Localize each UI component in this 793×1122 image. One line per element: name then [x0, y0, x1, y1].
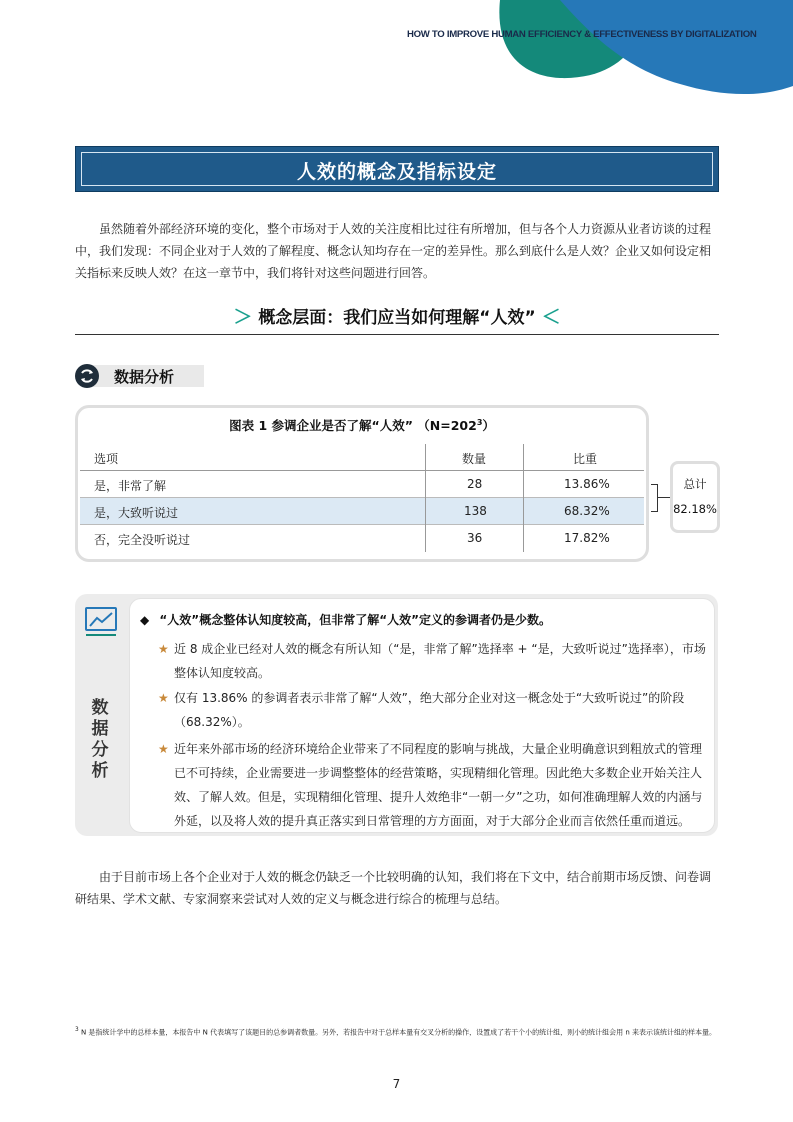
footnote: $^3$ N 是指统计学中的总样本量，本报告中 N 代表填写了该题目的总参调者数量。另外，若报告中对于总样本量有交叉分析的操作，设置成了若干个小的统计组，则小的统计组会用 n 来表示该统计组的样本量。 [75, 1027, 716, 1037]
analysis-bullet: ★ 仅有 13.86% 的参调者表示非常了解“人效”，绝大部分企业对这一概念处于“大致听说过”的阶段（68.32%）。 [158, 686, 708, 734]
closing-paragraph: 由于目前市场上各个企业对于人效的概念仍缺乏一个比较明确的认知，我们将在下文中，结合前期市场反馈、问卷调研结果、学术文献、专家洞察来尝试对人效的定义与概念进行综合的梳理与总结。 [75, 870, 712, 906]
divider [75, 334, 719, 335]
section-title-box [75, 146, 719, 192]
header-option: 选项 [94, 452, 119, 466]
star-icon: ★ [158, 642, 169, 656]
analysis-bullet: ★ 近 8 成企业已经对人效的概念有所认知（“是，非常了解”选择率 + “是，大致听说过”选择率），市场整体认知度较高。 [158, 637, 708, 685]
left-chevron-icon: ＜ [541, 306, 561, 328]
total-value: 82.18% [673, 502, 717, 516]
section-title: 人效的概念及指标设定 [296, 161, 497, 183]
column-separator [425, 444, 426, 552]
refresh-circle-icon [75, 364, 99, 388]
analysis-bullet: ★ 近年来外部市场的经济环境给企业带来了不同程度的影响与挑战，大量企业明确意识到粗放式的管理已不可持续，企业需要进一步调整整体的经营策略，实现精细化管理。因此绝大多数企业开始关注人效、了解人效。但是，实现精细化管理、提升人效绝非“一朝一夕”之功，如何准确理解人效的内涵与外延，以及将人效的提升真正落实到日常管理的方方面面，对于大部分企业而言依然任重而道远。 [158, 737, 708, 833]
header-count: 数量 [462, 452, 487, 466]
header-share: 比重 [573, 452, 598, 466]
total-label: 总计 [683, 477, 707, 491]
total-box [670, 461, 720, 533]
star-icon: ★ [158, 691, 169, 705]
analysis-label: 数据 分析 [91, 698, 109, 781]
analysis-lead: ◆ “人效”概念整体认知度较高，但非常了解“人效”定义的参调者仍是少数。 [140, 613, 551, 627]
table-row: 是，非常了解 28 13.86% [80, 471, 644, 498]
page-number: 7 [392, 1077, 401, 1091]
diamond-icon: ◆ [140, 613, 150, 627]
star-icon: ★ [158, 742, 169, 756]
table-row: 否，完全没听说过 36 17.82% [94, 531, 610, 547]
intro-paragraph: 虽然随着外部经济环境的变化，整个市场对于人效的关注度相比过往有所增加，但与各个人力资源从业者访谈的过程中，我们发现：不同企业对于人效的了解程度、概念认知均存在一定的差异性。那么到底什么是人效？企业又如何设定相关指标来反映人效？在这一章节中，我们将针对这些问题进行回答。 [75, 222, 712, 280]
table-row-highlighted: 是，大致听说过 138 68.32% [80, 498, 644, 525]
right-chevron-icon: ＞ [233, 306, 253, 328]
header-decoration [0, 0, 793, 100]
table-title: 图表 1 参调企业是否了解“人效” $(N=202^3)$ [229, 417, 495, 433]
running-title: HOW TO IMPROVE HUMAN EFFICIENCY & EFFECTIVENESS BY DIGITALIZATION [407, 29, 757, 40]
sub-section-heading [75, 302, 719, 326]
table-header-row [80, 444, 644, 471]
column-separator [523, 444, 524, 552]
data-tag-label: 数据分析 [114, 368, 175, 386]
trend-chart-icon [84, 604, 120, 640]
sub-section-title: 概念层面：我们应当如何理解“人效” [258, 308, 536, 328]
total-bracket [657, 484, 658, 512]
